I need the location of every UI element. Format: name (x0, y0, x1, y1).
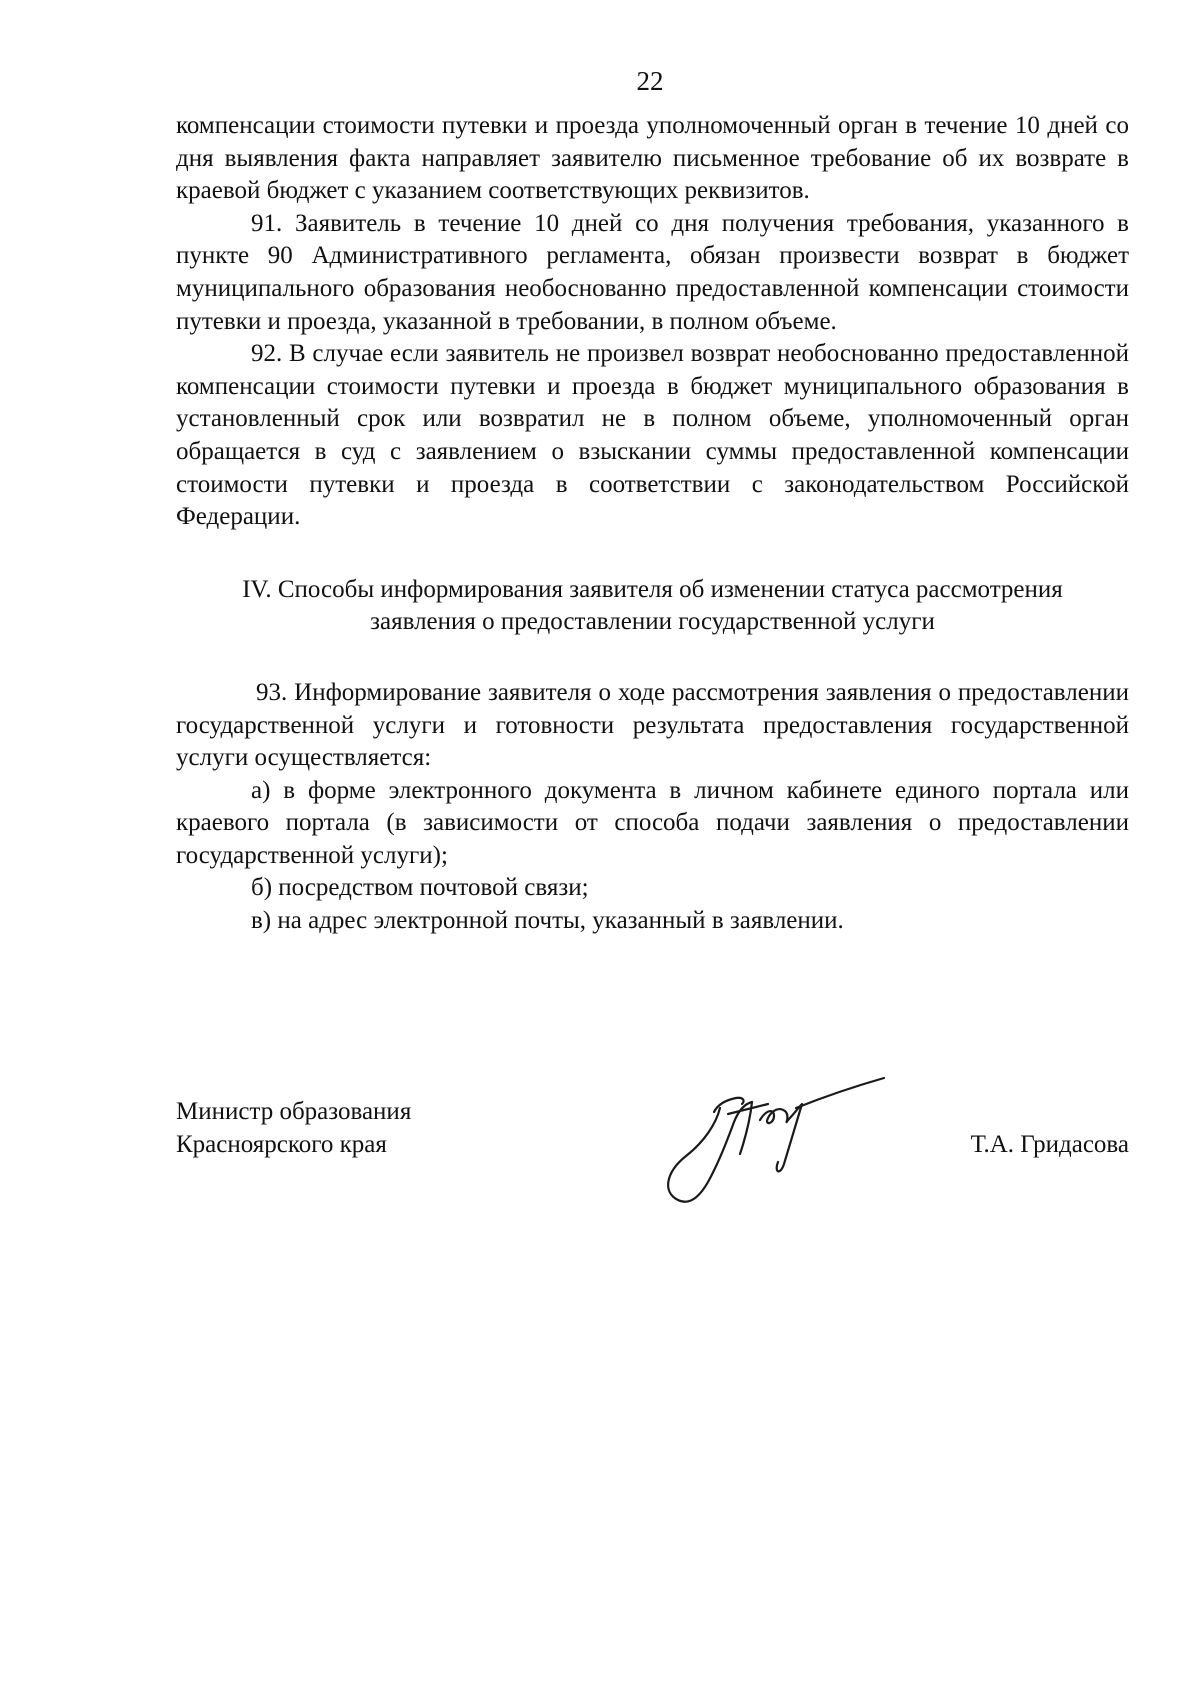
paragraph-continuation: компенсации стоимости путевки и проезда уполномоченный орган в течение 10 дней со дня выявления факта направляет заявителю письменное требование об их возврате в краевой бюджет с указанием соответствующих реквизитов. (176, 112, 1129, 205)
section-heading-line-2: заявления о предоставлении государственной услуги (370, 608, 935, 636)
signature-block (176, 1096, 1129, 1216)
page-number: 22 (636, 66, 664, 96)
signer-position-line-2: Красноярского края (176, 1130, 387, 1158)
signer-position (176, 1096, 411, 1161)
list-item-b: б) посредством почтовой связи; (251, 874, 589, 902)
section-heading (176, 574, 1129, 639)
list-item-c: в) на адрес электронной почты, указанный в заявлении. (251, 907, 844, 935)
paragraph-92: 92. В случае если заявитель не произвел возврат необоснованно предоставленной компенсации стоимости путевки и проезда в бюджет муниципального образования в установленный срок или возвратил не в полном объеме, уполномоченный орган обращается в суд с заявлением о взыскании суммы предоставленной компенсации стоимости путевки и проезда в соответствии с законодательством Российской Федерации. (176, 340, 1129, 531)
list-item-a: а) в форме электронного документа в личном кабинете единого портала или краевого портала (в зависимости от способа подачи заявления о предоставлении государственной услуги); (176, 776, 1129, 869)
section-heading-line-1: IV. Способы информирования заявителя об изменении статуса рассмотрения (242, 575, 1063, 603)
paragraph-91: 91. Заявитель в течение 10 дней со дня получения требования, указанного в пункте 90 Административного регламента, обязан произвести возврат в бюджет муниципального образования необоснованно предоставленной компенсации стоимости путевки и проезда, указанной в требовании, в полном объеме. (176, 209, 1129, 335)
document-body (176, 110, 1129, 938)
signer-name: Т.А. Гридасова (970, 1131, 1129, 1158)
signer-position-line-1: Министр образования (176, 1098, 412, 1125)
paragraph-93: 93. Информирование заявителя о ходе рассмотрения заявления о предоставлении государственной услуги и готовности результата предоставления государственной услуги осуществляется: (176, 678, 1129, 772)
handwritten-signature (656, 1074, 886, 1209)
